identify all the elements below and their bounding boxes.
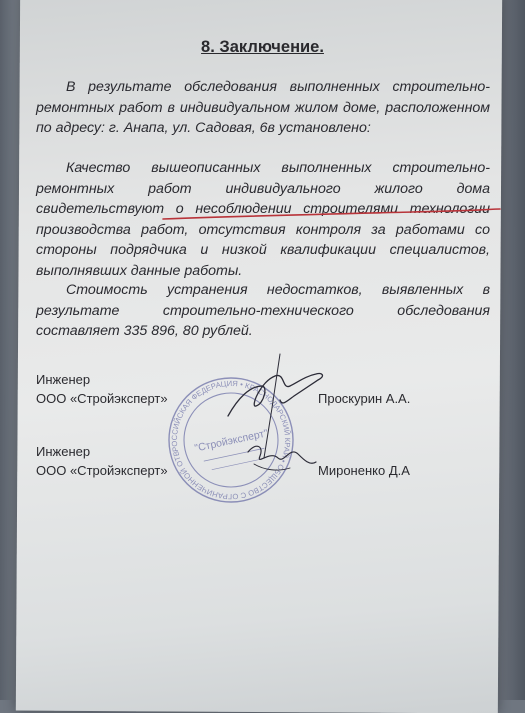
signatory-1-company: ООО «Стройэксперт» [36,391,168,406]
stamp-ring-text: РОССИЙСКАЯ ФЕДЕРАЦИЯ • КРАСНОДАРСКИЙ КРАЙ • ОБЩЕСТВО С ОГРАНИЧЕННОЙ ОТВЕТСТВЕННОСТЬЮ [169,378,293,502]
signatory-1-name: Проскурин А.А. [318,391,411,406]
paragraph-findings: Качество вышеописанных выполненных строительно-ремонтных работ индивидуального жилого дома свидетельствуют о несоблюдении строителями технологии производства работ, отсутствия контроля за работами со стороны подрядчика и низкой квалификации специалистов, выполнявших данные работы. [36,160,490,279]
signatory-2-role: Инженер [36,444,91,459]
handwritten-signatures [220,346,330,496]
signatory-1-role: Инженер [36,372,91,387]
signatory-2-name: Мироненко Д.А [318,463,410,478]
section-title: 8. Заключение. [201,38,324,56]
stamp-center-text: "Стройэксперт" [193,427,269,455]
signatory-2-company: ООО «Стройэксперт» [36,463,168,478]
paragraph-cost: Стоимость устранения недостатков, выявленных в результате строительно-технического обследования составляет 335 896, 80 рублей. [36,282,490,339]
paragraph-intro: В результате обследования выполненных строительно-ремонтных работ в индивидуальном жилом доме, расположенном по адресу: г. Анапа, ул. Садовая, 6в установлено: [36,79,490,136]
